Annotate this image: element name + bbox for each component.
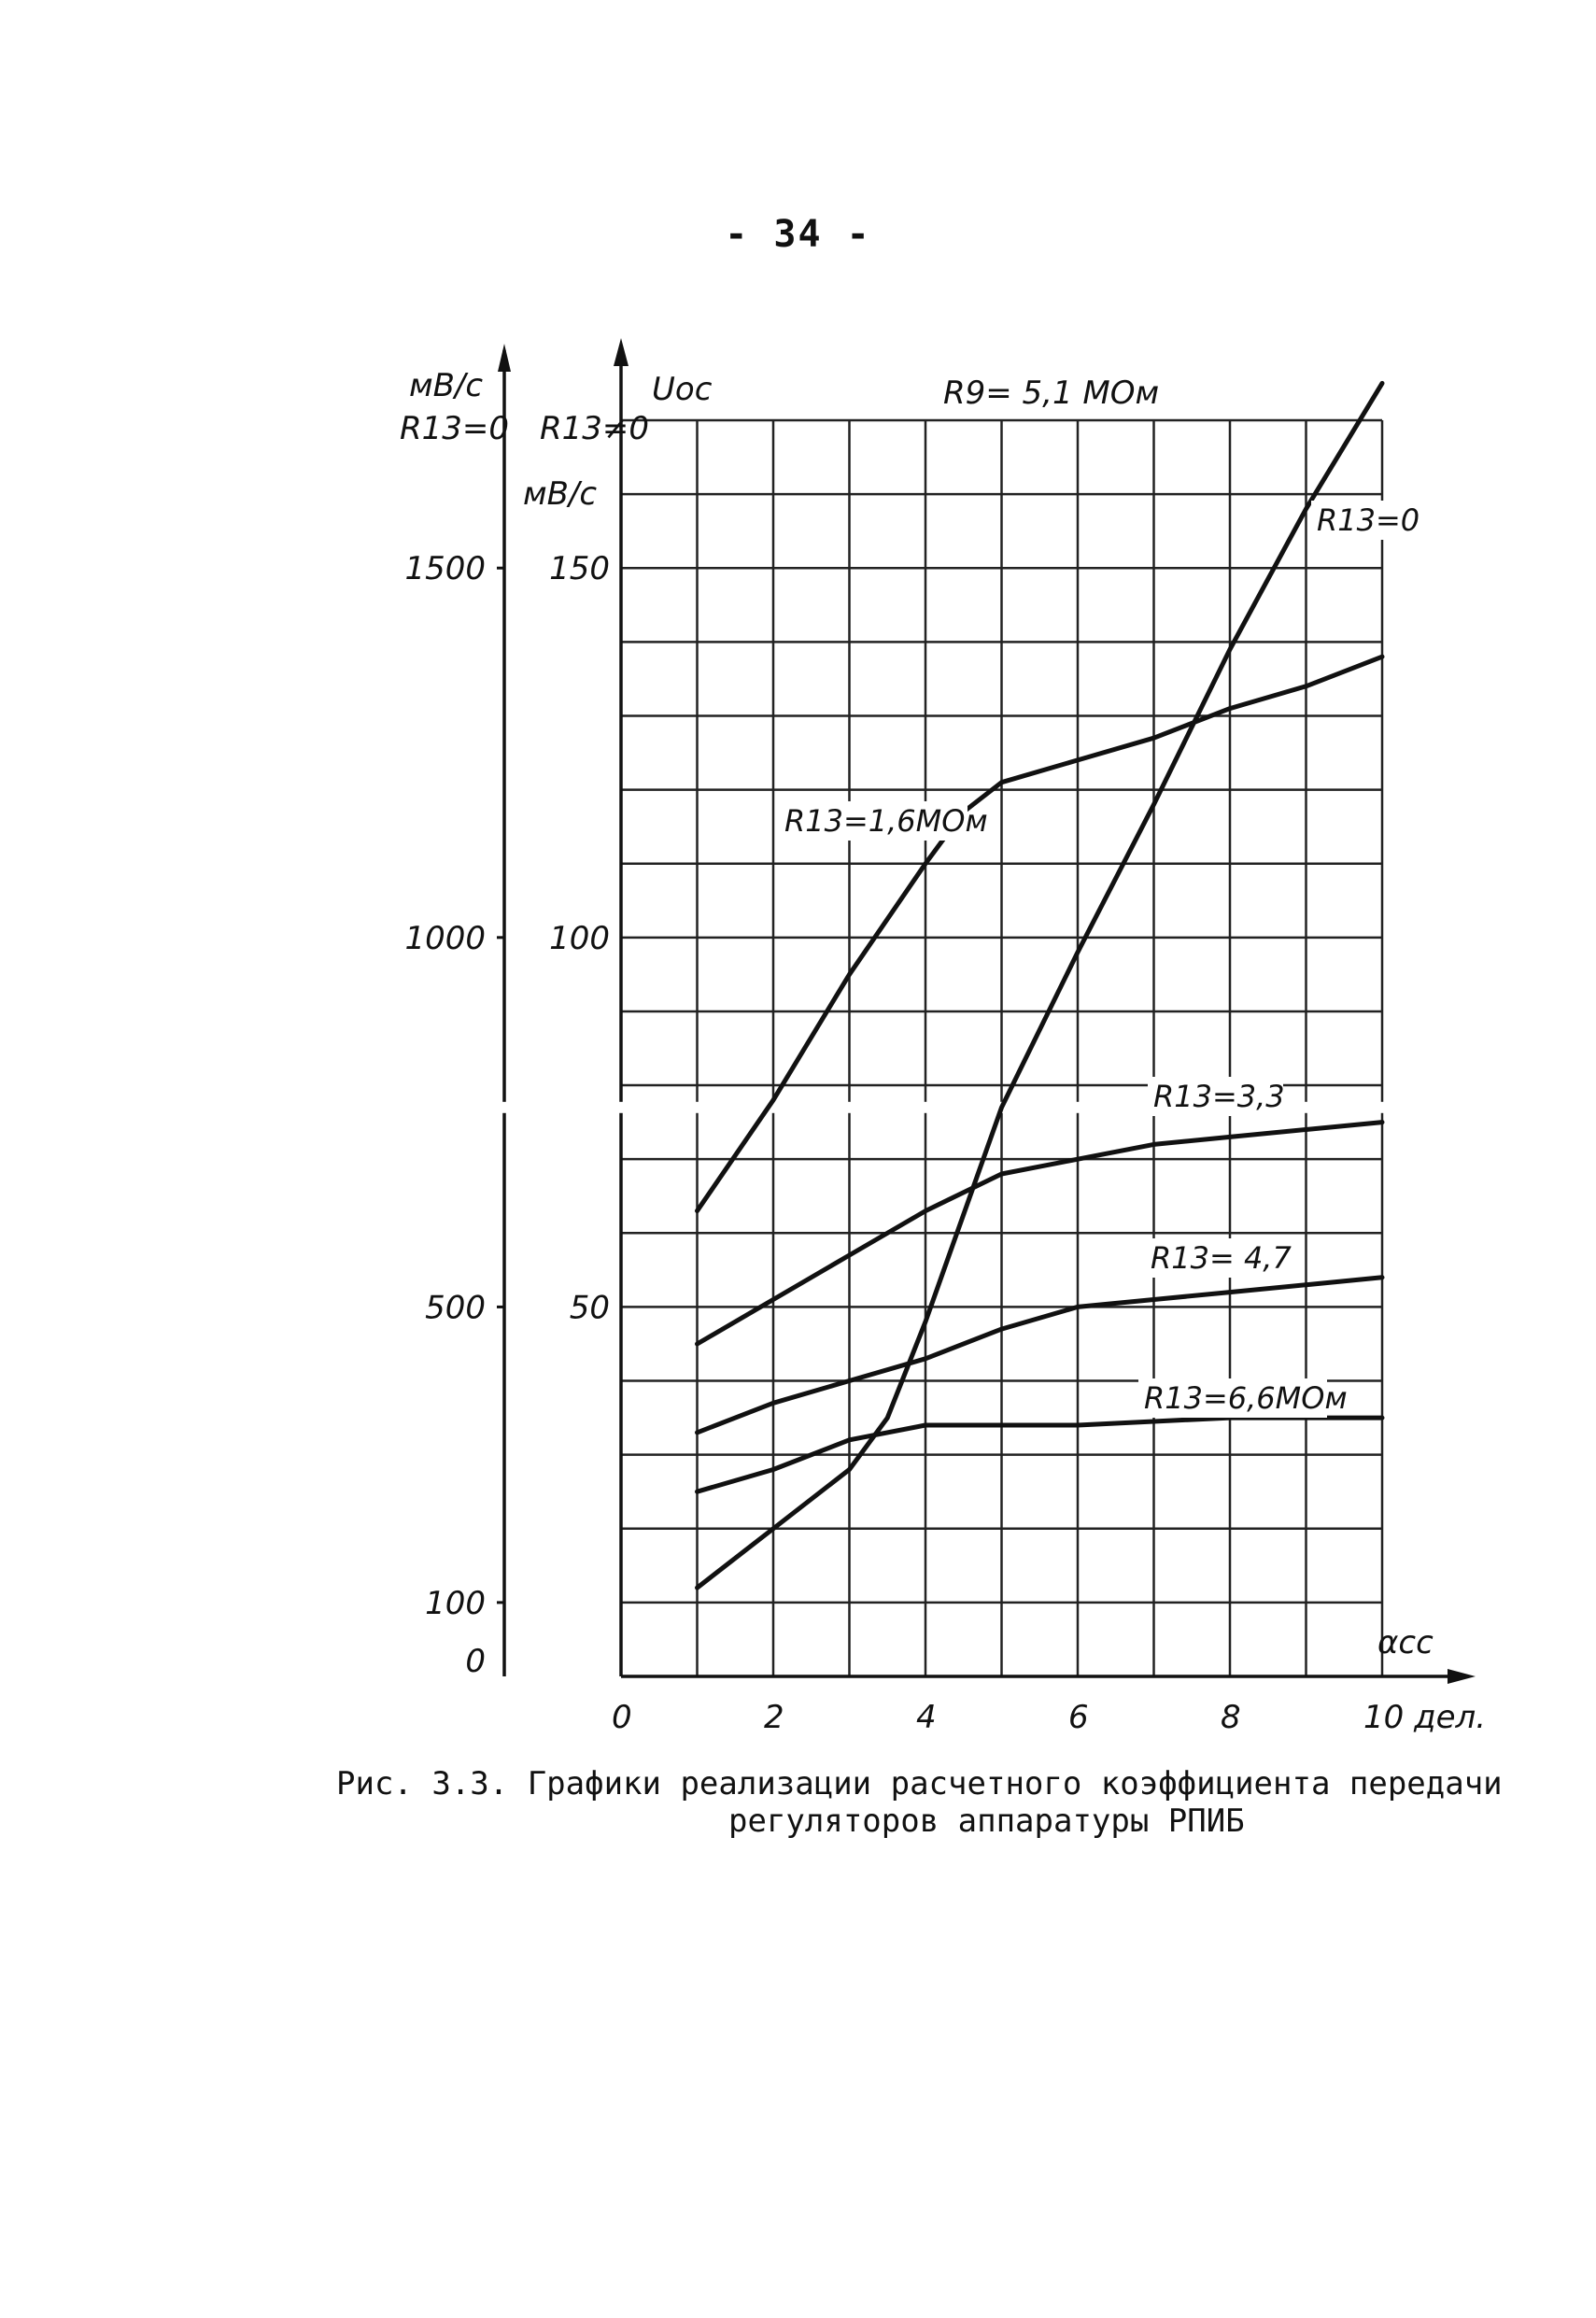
x-tick-label: 8 bbox=[1221, 1699, 1241, 1736]
left-tick-label: 1000 bbox=[404, 919, 486, 957]
right-tick-label: 150 bbox=[549, 550, 610, 588]
left-tick-label: 1500 bbox=[404, 550, 486, 588]
x-axis-label: αсс bbox=[1377, 1624, 1434, 1661]
x-tick-label: 6 bbox=[1068, 1699, 1089, 1736]
chart-ticks bbox=[404, 550, 1486, 1736]
series-label-4: R13= 4,7 bbox=[1151, 1240, 1292, 1276]
chart-grid bbox=[621, 420, 1382, 1676]
figure-caption bbox=[336, 1765, 1550, 1840]
right-axis-unit: мВ/с bbox=[523, 475, 598, 513]
x-axis-arrow bbox=[1448, 1669, 1476, 1684]
series-label-2: R13=1,6МОм bbox=[784, 803, 988, 839]
y-axis-label: Uос bbox=[652, 371, 713, 408]
left-tick-label: 100 bbox=[425, 1584, 486, 1622]
series-label-5: R13=6,6МОм bbox=[1144, 1380, 1348, 1416]
left-axis-condition: R13=0 bbox=[400, 410, 510, 447]
page-number: - 34 - bbox=[725, 213, 871, 256]
x-tick-label: 0 bbox=[612, 1699, 632, 1736]
right-axis-condition: R13≠0 bbox=[540, 410, 650, 447]
right-tick-label: 50 bbox=[569, 1289, 610, 1327]
right-tick-label: 100 bbox=[549, 919, 610, 957]
series-label-1: R13=0 bbox=[1317, 502, 1420, 538]
left-axis-unit: мВ/с bbox=[409, 367, 484, 404]
series-label-3: R13=3,3 bbox=[1153, 1079, 1285, 1114]
x-tick-label: 2 bbox=[764, 1699, 784, 1736]
series-annotations bbox=[779, 501, 1419, 1418]
caption-line-2: регуляторов аппаратуры РПИБ bbox=[728, 1802, 1245, 1840]
caption-line-1: Рис. 3.3. Графики реализации расчетного коэффициента передачи bbox=[336, 1765, 1503, 1802]
x-tick-label: 4 bbox=[916, 1699, 937, 1736]
y-axis-arrow bbox=[614, 338, 629, 366]
x-tick-label: 10 дел. bbox=[1363, 1699, 1487, 1736]
chart-title: R9= 5,1 МОм bbox=[943, 375, 1160, 412]
left-tick-label: 500 bbox=[425, 1289, 486, 1327]
series-line-2 bbox=[698, 657, 1383, 1210]
left-axis-arrow bbox=[498, 344, 511, 372]
left-tick-label: 0 bbox=[465, 1643, 486, 1680]
